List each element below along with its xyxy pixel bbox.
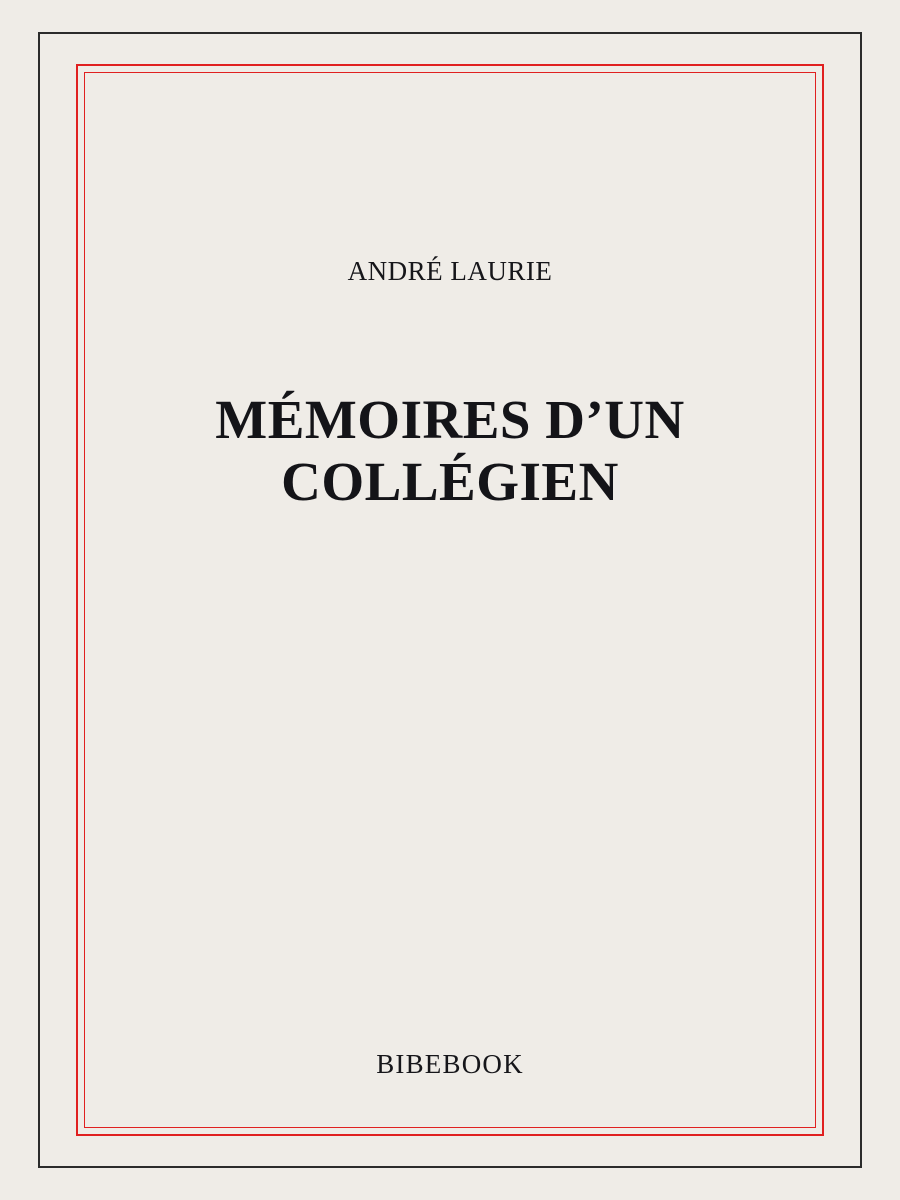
book-cover [38,32,862,1168]
book-title-line-2: COLLÉGIEN [281,450,619,512]
author-name: ANDRÉ LAURIE [347,256,553,286]
publisher-name: BIBEBOOK [376,1049,524,1079]
book-title-line-1: MÉMOIRES D’UN [215,389,685,450]
book-title [130,389,770,512]
cover-content [40,34,860,1166]
